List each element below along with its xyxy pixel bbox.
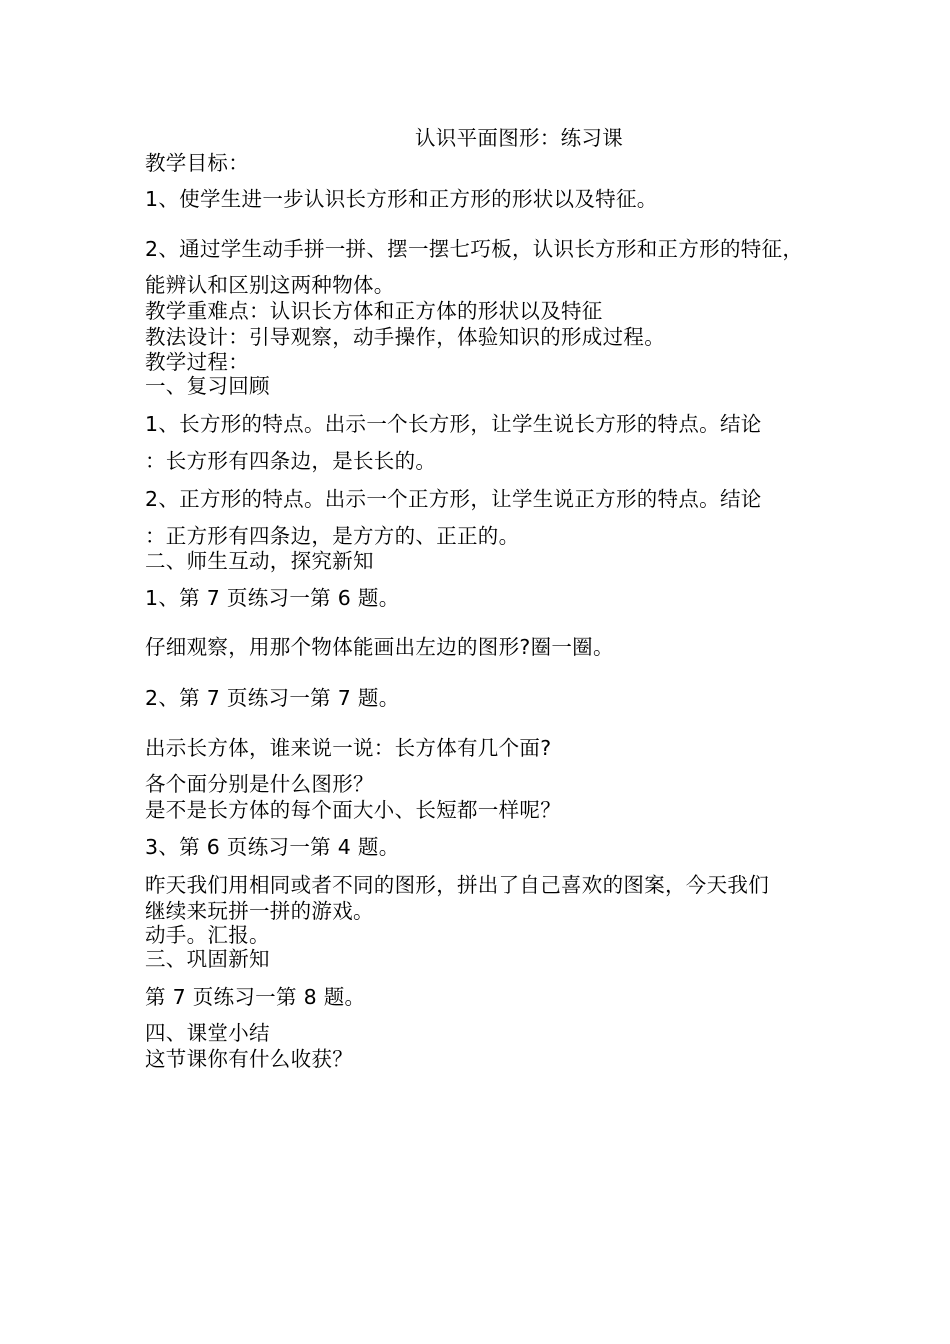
teaching-process-heading: 教学过程： bbox=[145, 350, 249, 374]
exercise-4: 第 7 页练习一第 8 题。 bbox=[145, 985, 366, 1009]
exercise-3-text-line-2: 继续来玩拼一拼的游戏。 bbox=[145, 899, 374, 923]
section-review-heading: 一、复习回顾 bbox=[145, 374, 270, 398]
review-item-2-line-2: ：正方形有四条边，是方方的、正正的。 bbox=[145, 524, 520, 548]
exercise-3: 3、第 6 页练习一第 4 题。 bbox=[145, 835, 400, 859]
goal-2-line-2: 能辨认和区别这两种物体。 bbox=[145, 273, 395, 297]
exercise-2-question-2: 各个面分别是什么图形？ bbox=[145, 772, 374, 796]
exercise-2: 2、第 7 页练习一第 7 题。 bbox=[145, 686, 400, 710]
goal-2-line-1: 2、通过学生动手拼一拼、摆一摆七巧板，认识长方形和正方形的特征， bbox=[145, 237, 804, 261]
section-summary-heading: 四、课堂小结 bbox=[145, 1021, 270, 1045]
review-item-2-line-1: 2、正方形的特点。出示一个正方形，让学生说正方形的特点。结论 bbox=[145, 487, 762, 511]
document-title: 认识平面图形：练习课 bbox=[415, 126, 623, 150]
exercise-1: 1、第 7 页练习一第 6 题。 bbox=[145, 586, 400, 610]
teaching-method: 教法设计：引导观察，动手操作，体验知识的形成过程。 bbox=[145, 325, 665, 349]
teaching-goals-heading: 教学目标： bbox=[145, 151, 249, 175]
review-item-1-line-2: ：长方形有四条边，是长长的。 bbox=[145, 449, 437, 473]
exercise-2-question-3: 是不是长方体的每个面大小、长短都一样呢？ bbox=[145, 798, 561, 822]
goal-1: 1、使学生进一步认识长方形和正方形的形状以及特征。 bbox=[145, 187, 658, 211]
exercise-1-instruction: 仔细观察，用那个物体能画出左边的图形?圈一圈。 bbox=[145, 635, 614, 659]
exercise-3-action: 动手。汇报。 bbox=[145, 923, 270, 947]
summary-question: 这节课你有什么收获？ bbox=[145, 1047, 353, 1071]
section-interaction-heading: 二、师生互动，探究新知 bbox=[145, 549, 374, 573]
exercise-3-text-line-1: 昨天我们用相同或者不同的图形，拼出了自己喜欢的图案，今天我们 bbox=[145, 873, 769, 897]
exercise-2-question-1: 出示长方体，谁来说一说：长方体有几个面? bbox=[145, 736, 552, 760]
review-item-1-line-1: 1、长方形的特点。出示一个长方形，让学生说长方形的特点。结论 bbox=[145, 412, 762, 436]
section-consolidate-heading: 三、巩固新知 bbox=[145, 947, 270, 971]
key-points: 教学重难点：认识长方体和正方体的形状以及特征 bbox=[145, 299, 603, 323]
